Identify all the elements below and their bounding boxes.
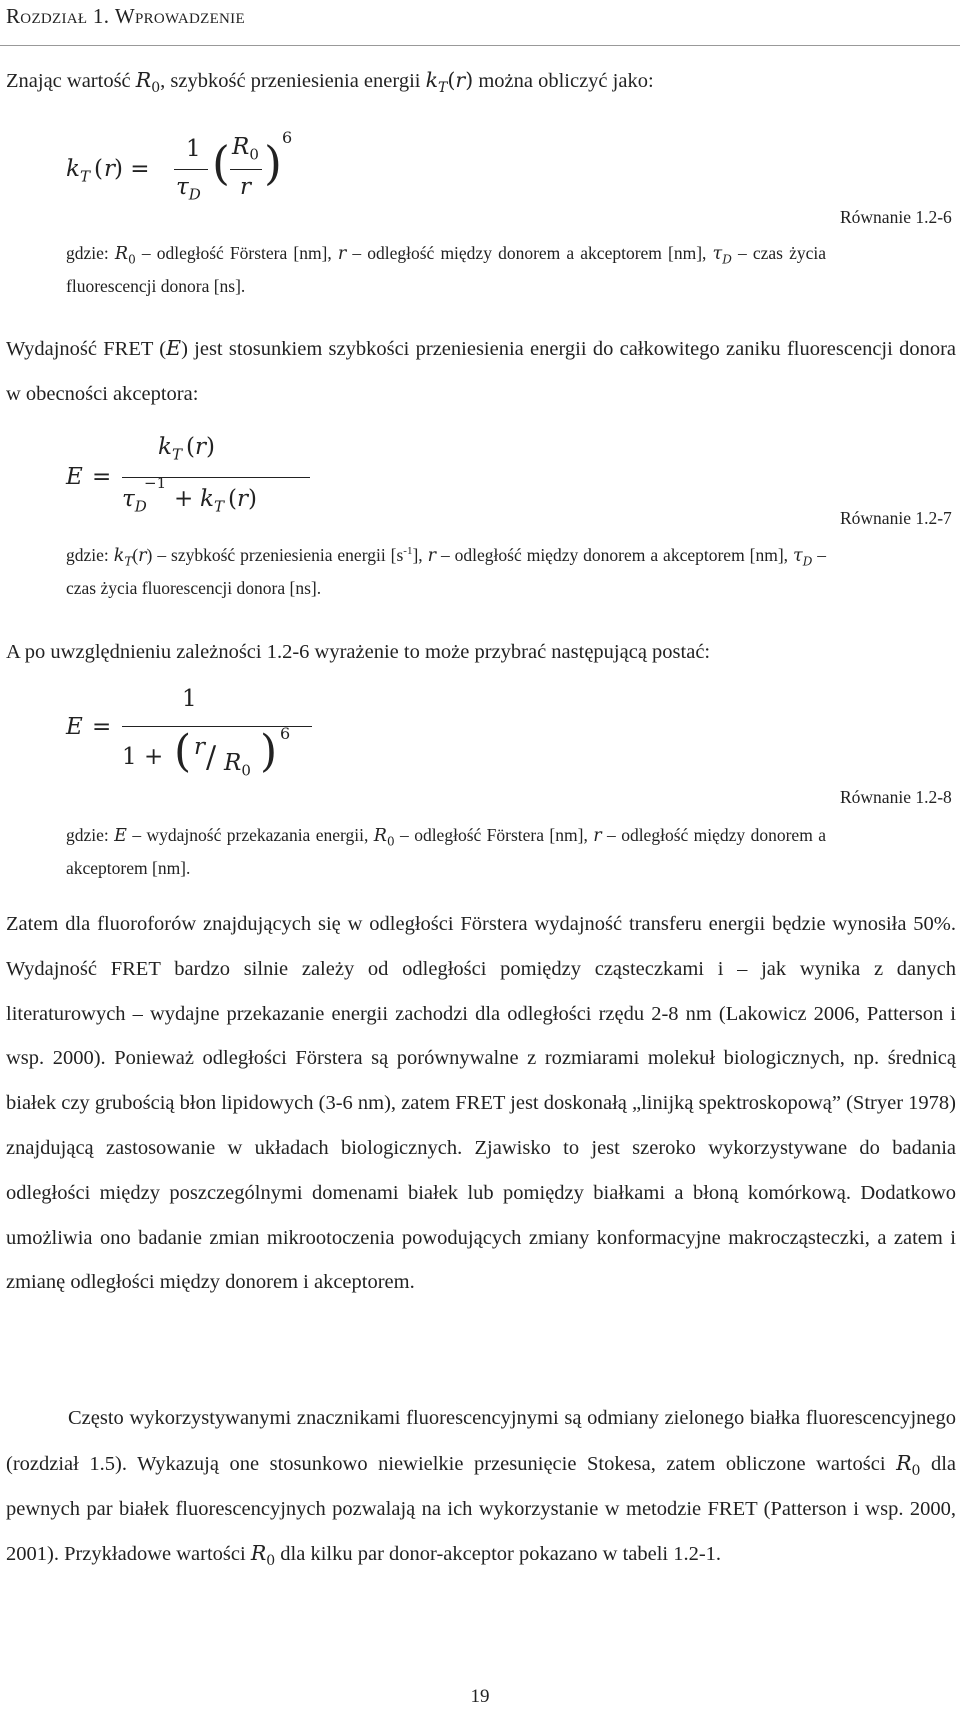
equation-1-2-8: E = 1 1 + ( r / $R_0$ ) 6 [66, 690, 366, 800]
equation-1-2-6: $k_T$ ( r ) = 1 $\tau_D$ ( $R_0$ r ) 6 [66, 128, 293, 204]
equation-1-2-7: E = $k_T$ (r) $\tau_D$ −1 + $k_T$ (r) [66, 430, 366, 520]
page-number: 19 [470, 1686, 490, 1707]
equation-legend-1-2-7: gdzie: $k_T(r)$ – szybkość przeniesienia energii $[s^{-1}]$, r – odległość między donorem a akceptorem [nm], $\tau_D$ –czas życia fluorescencji donora [ns]. [66, 545, 827, 598]
equation-label-1-2-7: Równanie 1.2-7 [840, 508, 952, 528]
equation-legend-1-2-6: gdzie: $R_0$ – odległość Förstera [nm], r – odległość między donorem a akceptorem [nm], $\tau_D$ – czas życia fluorescencji donora [ns]. [66, 243, 826, 296]
paragraph-transition: A po uwzględnieniu zależności 1.2-6 wyrażenie to może przybrać następującą postać: [6, 641, 711, 663]
paragraph-fluorescent-proteins: Często wykorzystywanymi znacznikami fluorescencyjnymi są odmiany zielonego białka fluorescencyjnego (rozdział 1.5). Wykazują one stosunkowo niewielkie przesunięcie Stokesa, zatem obliczone wartości $R_0$ dla pewnych par białek fluorescencyjnych pozwalają na ich wykorzystanie w metodzie FRET (Patterson i wsp. 2000, 2001). Przykładowe wartości $R_0$ dla kilku par donor-akceptor pokazano w tabeli 1.2-1. [6, 1407, 956, 1570]
header-section: Wprowadzenie [114, 4, 245, 28]
running-header [6, 4, 245, 29]
equation-legend-1-2-8: gdzie: E – wydajność przekazania energii, $R_0$ – odległość Förstera [nm], r – odległość między donorem a akceptorem [nm]. [66, 825, 826, 878]
equation-label-1-2-6: Równanie 1.2-6 [840, 207, 952, 227]
header-rule [0, 45, 960, 46]
intro-line: Znając wartość $R_0$, szybkość przeniesienia energii $k_T(r)$ można obliczyć jako: [6, 68, 654, 97]
equation-label-1-2-8: Równanie 1.2-8 [840, 787, 952, 807]
paragraph-main: Zatem dla fluoroforów znajdujących się w odległości Förstera wydajność transferu energii będzie wynosiła 50%. Wydajność FRET bardzo silnie zależy od odległości pomiędzy cząsteczkami i – jak wynika z danych literaturowych – wydajne przekazanie energii zachodzi dla odległości rzędu 2-8 nm (Lakowicz 2006, Patterson i wsp. 2000). Ponieważ odległości Förstera są porównywalne z rozmiarami molekuł biologicznych, np. średnicą białek czy grubością błon lipidowych (3-6 nm), zatem FRET jest doskonałą „linijką spektroskopową” (Stryer 1978) znajdującą zastosowanie w układach biologicznych. Zjawisko to jest szeroko wykorzystywane do badania odległości między poszczególnymi domenami białek lub pomiędzy białkami a błoną komórkową. Dodatkowo umożliwia ono badanie zmian mikrootoczenia powodujących zmiany konformacyjne makrocząsteczki, a zatem i zmianę odległości między donorem i akceptorem. [6, 913, 956, 1294]
header-chapter: Rozdział 1. [6, 4, 110, 28]
paragraph-fret-definition: Wydajność FRET (E) jest stosunkiem szybkości przeniesienia energii do całkowitego zaniku fluorescencji donora w obecności akceptora: [6, 336, 956, 405]
